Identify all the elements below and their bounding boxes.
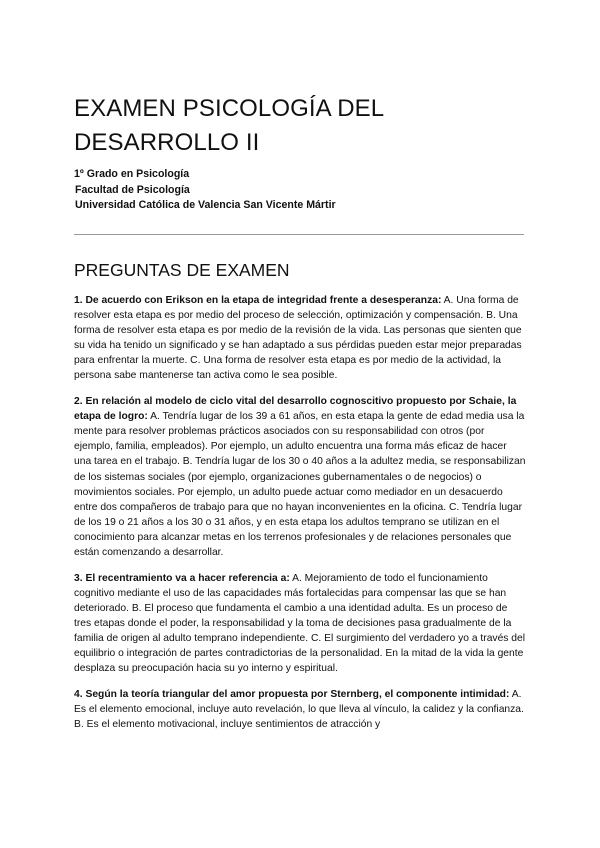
meta-faculty: Facultad de Psicología [75,183,190,196]
question-1 [74,293,526,384]
document-meta [74,167,336,214]
question-2 [74,394,526,560]
divider [74,234,524,235]
question-3 [74,571,526,677]
question-4 [74,687,526,732]
meta-degree: 1º Grado en Psicología [74,168,190,180]
question-body: A. Tendría lugar de los 39 a 61 años, en esta etapa la gente de edad media usa la mente para resolver problemas prácticos asociados con su responsabilidad con otros (por ejemplo, familia, empleados). Por ejemplo, un adulto encuentra una forma más eficaz de hacer una tarea en el trabajo. B. Tendría lugar de los 30 o 40 años a la adultez media, se responsabilizan de los sistemas sociales (por ejemplo, organizaciones gubernamentales o de negocios) o movimientos sociales. Por ejemplo, un adulto puede actuar como mediador en un desacuerdo entre dos compañeros de trabajo para que no hayan inconvenientes en la oficina. C. Tendría lugar de los 19 o 21 años a los 30 o 31 años, y en esta etapa los adultos temprano se utilizan en el conocimiento para alcanzar metas en los terrenos profesionales y de relaciones personales que están comenzando a desarrollar. [74,411,526,558]
question-heading: 3. El recentramiento va a hacer referencia a: [74,572,290,584]
question-list [74,293,526,743]
question-heading: 2. En relación al modelo de ciclo vital del desarrollo cognoscitivo propuesto por Schaie, la etapa de logro: [74,396,517,423]
question-body: A. Mejoramiento de todo el funcionamiento cognitivo mediante el uso de las capacidades más fortalecidas para compensar las que se han deteriorado. B. El proceso que fundamenta el cambio a una identidad adulta. Es un proceso de tres etapas donde el poder, la responsabilidad y la toma de decisiones pasa gradualmente de la familia de origen al adulto temprano independiente. C. El surgimiento del verdadero yo a través del equilibrio o integración de partes contradictorias de la personalidad. En la mitad de la vida la gente desplaza su preocupación hacia su yo interno y espiritual. [74,572,526,675]
meta-university: Universidad Católica de Valencia San Vicente Mártir [75,199,336,211]
question-body: A. Es el elemento emocional, incluye auto revelación, lo que lleva al vínculo, la calidez y la confianza. B. Es el elemento motivacional, incluye sentimientos de atracción y [74,688,524,730]
section-title: PREGUNTAS DE EXAMEN [74,260,290,280]
question-heading: 1. De acuerdo con Erikson en la etapa de integridad frente a desesperanza: [74,295,442,306]
document-title: EXAMEN PSICOLOGÍA DEL DESARROLLO II [74,95,384,156]
question-body: A. Una forma de resolver esta etapa es por medio del proceso de selección, optimización y compensación. B. Una forma de resolver esta etapa es por medio de la revisión de la vida. Las personas que sienten que su vida ha tenido un significado y se han adaptado a sus pérdidas pueden estar mejor preparadas para enfrentar la muerte. C. Una forma de resolver esta etapa es por medio de la actividad, la persona sabe mantenerse tan activa como le sea posible. [74,295,522,382]
question-heading: 4. Según la teoría triangular del amor propuesta por Sternberg, el componente intimidad: [74,688,510,700]
